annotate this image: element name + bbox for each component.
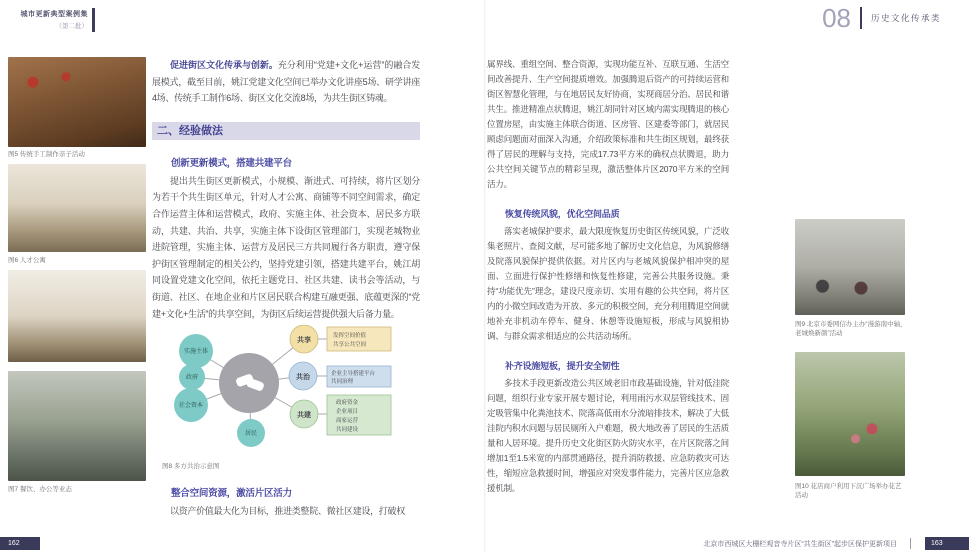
outcome-box-line: 企业项目 (336, 409, 359, 416)
figure7-caption: 图7 餐饮、办公等业态 (8, 486, 72, 493)
left-head-divider (92, 8, 95, 32)
page-number-right: 163 (925, 537, 969, 550)
figure5-caption: 图5 传统手工制作亲子活动 (8, 151, 85, 158)
right-head-divider (860, 7, 862, 29)
outcome-label: 共治 (296, 374, 310, 382)
page-number-left: 162 (0, 537, 40, 550)
book-subtitle: （第二批） (55, 23, 88, 30)
innovation-paragraph: 提出共生街区更新模式，小规模、渐进式、可持续，将片区划分为若干个共生街区单元，针对人才公寓、商铺等不同空间需求，确定合作运营主体和运营模式，政府、实施主体、社会资本、居民多方联动，共建、共治、共享，实施主体下设街区管理部门，实现老城物业进院管理，实施主体、运营方及居民三方共同履行各方职责，遵守保护街区管理制定的相关公约，坚持党建引领，搭建共建平台，姚江胡同设置党建文化空间，依托主题党日、社区共建、读书会等活动，与街道、社区、在地企业和片区居民联合构建互融更强、底蕴更深的“党建+文化+生活”的共享空间，为街区后续运营提供强大后备力量。 (152, 175, 420, 319)
figure8-caption: 图8 多方共治示意图 (162, 463, 220, 471)
figure7-photo-bottom (8, 371, 146, 481)
figure7-photo-top (8, 270, 146, 362)
page-seam (484, 0, 486, 552)
governance-diagram-svg (152, 325, 420, 457)
book-title: 城市更新典型案例集 (20, 11, 88, 18)
left-running-head (0, 9, 88, 30)
right-text-column (487, 57, 729, 496)
figure9-photo (795, 219, 905, 315)
section-heading: 二、经验做法 (152, 122, 420, 140)
project-title: 北京市西城区大栅栏观音寺片区“共生街区”起步区保护更新项目 (703, 541, 897, 548)
figure9-caption: 图9 北京市委网信办主办“漫游南中轴，老城焕新颜”活动 (795, 321, 907, 337)
actor-label: 政府 (185, 375, 199, 382)
footer-divider (910, 538, 911, 549)
actor-label: 实施主体 (183, 349, 209, 356)
figure10-caption: 图10 花店商户利用下沉广场举办花艺活动 (795, 483, 902, 499)
outcome-label: 共建 (297, 412, 311, 420)
subheading-safety: 补齐设施短板，提升安全韧性 (505, 361, 620, 371)
outcome-box-line: 发挥空间价值 (333, 333, 367, 340)
outcome-box-line: 企业主导搭建平台 (331, 371, 376, 378)
left-text-column (152, 57, 420, 520)
style-paragraph: 落实老城保护要求，最大限度恢复历史街区传统风貌，广泛收集老照片、查阅文献，尽可能多地了解历史文化信息，为风貌修缮及院落风貌保护提供依据。对片区内与老城风貌保护相冲突的屋面、立面进行保护性修缮和恢复性修建，完善公共服务设施。秉持“功能优先”理念，建设尺度亲切、实用有趣的公共空间，将片区内的小微空间改造为开放、多元的积极空间，充分利用腾退空间就地补充非机动车停车、健身、休憩等设施短板，形成与风貌相协调、与群众需求相适应的公共活动场所。 (487, 226, 729, 341)
intro-paragraph (152, 57, 420, 107)
actor-label: 社会资本 (178, 403, 204, 410)
subheading-innovation: 创新更新模式，搭建共建平台 (171, 157, 292, 169)
outcome-box-line: 政府资金 (336, 400, 359, 407)
space-paragraph: 以资产价值最大化为目标，推进类整院、微社区建设，打破权 (170, 506, 405, 517)
intro-paragraph-text: 充分利用“党建+文化+运营”的融合发展模式，截至目前，姚江党建文化空间已举办文化讲座5场、研学讲座4场、传统手工制作6场、街区文化交流8场，为共生街区铸魂。 (152, 60, 421, 104)
actor-label: 居民 (244, 431, 258, 438)
figure5-photo (8, 57, 146, 147)
outcome-box-line: 共享公共空间 (333, 342, 367, 349)
subheading-style: 恢复传统风貌，优化空间品质 (505, 209, 620, 219)
right-running-head (822, 5, 941, 31)
outcome-box-line: 商家运营 (336, 418, 359, 425)
figure6-photo (8, 164, 146, 252)
governance-diagram (152, 325, 420, 457)
chapter-category: 历史文化传承类 (870, 13, 941, 23)
continued-paragraph: 属界线、重组空间、整合资源，实现功能互补、互联互通、生活空间改善提升、生产空间提质增效。加强腾退后资产的可持续运营和街区智慧化管理，与在地居民友好协商，实现商居分治、居民和谐共生。推进精准点状腾退，姚江胡同针对区域内需实现腾退的核心位置房屋，由实施主体联合街道、区房管、区建委等部门，就居民顾虑问题面对面深入沟通，介绍政策标准和共生街区规划，最终获得了居民的理解与支持，完成17.73平方米的确权点状腾退，助力公共空间关键节点的精彩呈现，激活整体片区2070平方米的空间活力。 (487, 59, 729, 189)
figure6-caption: 图6 人才公寓 (8, 257, 46, 264)
intro-paragraph-lead: 促进街区文化传承与创新。 (170, 60, 278, 70)
outcome-box-line: 共同治理 (331, 379, 354, 386)
safety-paragraph: 多技术手段更新改造公共区域老旧市政基础设施，针对低洼院问题，组织行业专家开展专题讨论，利用雨污水双层管线技术、固定吸管集中化粪池技术、院落高低雨水分流暗排技术，解决了大低洼院内积水问题与居民厕所入户难题，极大地改善了居民的生活质量和人居环境。提升历史文化街区防火防灾水平，在片区院落之间增加1至1.5米宽的内部贯通路径，提升消防救援、应急防救灾可达性，缩短应急救援时间，增强应对突发事件能力，完善片区应急救援机制。 (487, 378, 729, 493)
outcome-label: 共享 (297, 337, 311, 345)
chapter-number: 08 (822, 3, 851, 33)
subheading-space: 整合空间资源，激活片区活力 (171, 488, 292, 500)
outcome-box-line: 共同建设 (336, 427, 359, 434)
figure10-photo (795, 352, 905, 476)
